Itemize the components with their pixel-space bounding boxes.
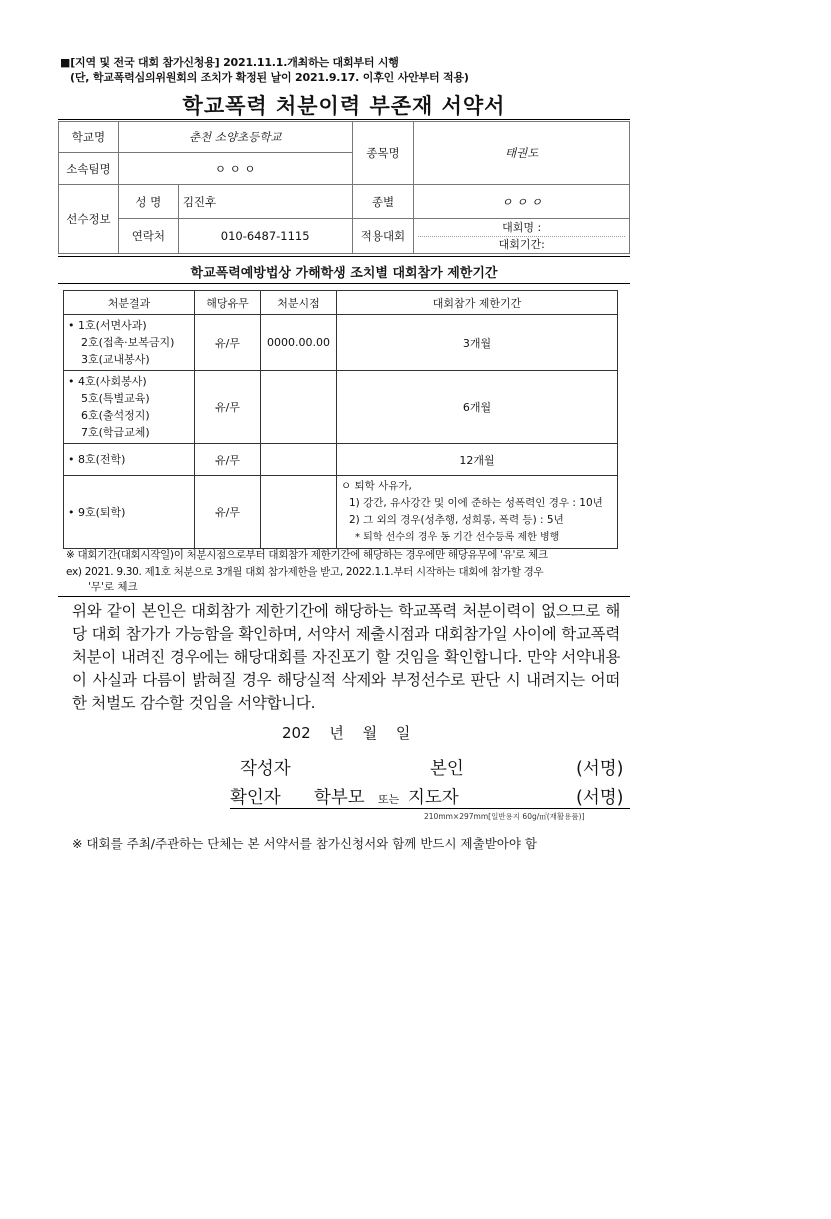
school-value: 춘천 소양초등학교 <box>118 122 352 153</box>
writer-label: 작성자 <box>240 759 291 779</box>
disposition-table <box>63 290 618 549</box>
writer-sign[interactable]: (서명) <box>576 759 624 779</box>
result-item: 7호(학급교체) <box>81 426 150 439</box>
team-value: ㅇ ㅇ ㅇ <box>118 153 352 185</box>
table-row <box>64 371 618 444</box>
name-label: 성 명 <box>118 185 178 219</box>
gender-value: ㅇ ㅇ ㅇ <box>414 185 630 219</box>
footnote-line3: '무'로 체크 <box>88 581 138 593</box>
result-item: 2호(접촉·보복금지) <box>81 336 175 349</box>
header-note-line2: (단, 학교폭력심의위원회의 조치가 확정된 날이 2021.9.17. 이후인 사안부터 적용) <box>70 71 469 84</box>
footnote-line1: ※ 대회기간(대회시작일)이 처분시점으로부터 대회참가 제한기간에 해당하는 경우에만 해당유무에 '유'로 체크 <box>66 549 548 561</box>
school-label: 학교명 <box>59 122 119 153</box>
col-header-limit: 대회참가 제한기간 <box>337 291 618 315</box>
result-cell <box>64 444 195 476</box>
table-row <box>64 315 618 371</box>
limit-cell: 3개월 <box>337 315 618 371</box>
final-note: ※ 대회를 주최/주관하는 단체는 본 서약서를 참가신청서와 함께 반드시 제출받아야 함 <box>72 836 537 851</box>
result-item: • 1호(서면사과) <box>68 319 147 332</box>
date-cell <box>261 444 337 476</box>
limit-line: 2) 그 외의 경우(성추행, 성희롱, 폭력 등) : 5년 <box>349 514 564 526</box>
signature-divider <box>230 808 630 809</box>
player-info-table <box>58 121 630 254</box>
result-item: • 8호(전학) <box>68 453 126 466</box>
confirmer-label: 확인자 <box>230 788 281 808</box>
col-header-applicable: 해당유무 <box>195 291 261 315</box>
phone-value: 010-6487-1115 <box>178 219 352 254</box>
limit-line: * 퇴학 선수의 경우 동 기간 선수등록 제한 병행 <box>355 532 560 543</box>
col-header-result: 처분결과 <box>64 291 195 315</box>
writer-value: 본인 <box>430 759 464 779</box>
document-title: 학교폭력 처분이력 부존재 서약서 <box>182 94 506 118</box>
section-title: 학교폭력예방법상 가해학생 조치별 대회참가 제한기간 <box>190 266 498 281</box>
footnote-line2: ex) 2021. 9.30. 제1호 처분으로 3개월 대회 참가제한을 받고, 2022.1.1.부터 시작하는 대회에 참가할 경우 <box>66 566 544 578</box>
result-item: 5호(특별교육) <box>81 392 150 405</box>
col-header-date: 처분시점 <box>261 291 337 315</box>
result-item: • 9호(퇴학) <box>68 505 126 519</box>
confirmer-parent: 학부모 <box>314 788 365 808</box>
team-label: 소속팀명 <box>59 153 119 185</box>
gender-label: 종별 <box>352 185 414 219</box>
result-item: • 4호(사회봉사) <box>68 375 147 388</box>
date-cell: 0000.00.00 <box>261 315 337 371</box>
applicable-cell: 유/무 <box>195 315 261 371</box>
table-row <box>64 444 618 476</box>
confirmer-or: 또는 <box>378 793 400 806</box>
date-cell <box>261 371 337 444</box>
limit-line: 1) 강간, 유사강간 및 이에 준하는 성폭력인 경우 : 10년 <box>349 497 603 509</box>
result-item: 3호(교내봉사) <box>81 353 150 366</box>
paper-spec: 210mm×297mm[일반용지 60g/㎡(재활용품)] <box>424 812 585 821</box>
event-label: 적용대회 <box>352 219 414 254</box>
date-line: 202 년 월 일 <box>282 724 411 742</box>
applicable-cell: 유/무 <box>195 476 261 549</box>
header-note-line1: ■[지역 및 전국 대회 참가신청용] 2021.11.1.개최하는 대회부터 시행 <box>60 56 399 69</box>
limit-cell: 12개월 <box>337 444 618 476</box>
footnote-divider <box>58 596 630 597</box>
result-cell <box>64 315 195 371</box>
result-cell <box>64 371 195 444</box>
limit-cell <box>337 476 618 549</box>
applicable-cell: 유/무 <box>195 444 261 476</box>
applicable-cell: 유/무 <box>195 371 261 444</box>
confirmer-sign[interactable]: (서명) <box>576 788 624 808</box>
info-bottom-divider <box>58 256 630 257</box>
event-details <box>414 219 630 254</box>
confirmer-coach: 지도자 <box>408 788 459 808</box>
title-divider <box>58 119 630 120</box>
phone-label: 연락처 <box>118 219 178 254</box>
pledge-paragraph: 위와 같이 본인은 대회참가 제한기간에 해당하는 학교폭력 처분이력이 없으므로 해당 대회 참가가 가능함을 확인하며, 서약서 제출시점과 대회참가일 사이에 학교폭력 처분이 내려진 경우에는 해당대회를 자진포기 할 것임을 확인합니다. 만약 서약내용이 사실과 다름이 밝혀질 경우 해당실적 삭제와 부정선수로 판단 시 내려지는 어떠한 처벌도 감수할 것임을 서약합니다. <box>72 602 620 712</box>
sport-label: 종목명 <box>352 122 414 185</box>
table-row <box>64 476 618 549</box>
sport-value: 태권도 <box>414 122 630 185</box>
name-value: 김진후 <box>178 185 352 219</box>
player-info-label: 선수정보 <box>59 185 119 254</box>
event-name-label: 대회명 : <box>418 220 625 237</box>
result-cell <box>64 476 195 549</box>
result-item: 6호(출석정지) <box>81 409 150 422</box>
limit-cell: 6개월 <box>337 371 618 444</box>
event-period-label: 대회기간: <box>498 237 545 251</box>
section-divider <box>58 283 630 284</box>
date-cell <box>261 476 337 549</box>
limit-line: ㅇ 퇴학 사유가, <box>341 480 412 492</box>
